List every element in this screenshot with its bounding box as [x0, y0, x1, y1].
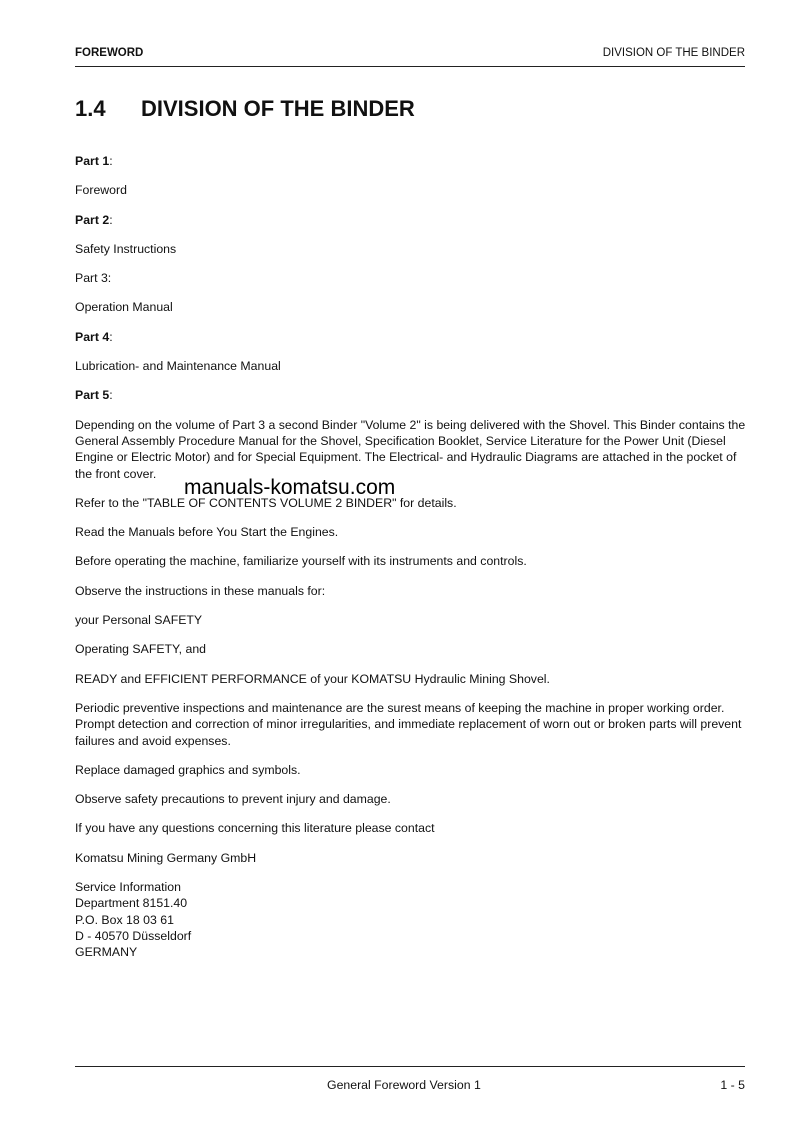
volume2-paragraph: Depending on the volume of Part 3 a second Binder "Volume 2" is being delivered with the Shovel. This Binder contains the General Assembly Procedure Manual for the Shovel, Specification Booklet, Service Literature for the Power Unit (Diesel Engine or Electric Motor) and for Special Equipment. The Electrical- and Hydraulic Diagrams are attached in the pocket of the front cover.: [75, 417, 746, 481]
address-line: D - 40570 Düsseldorf: [75, 928, 192, 943]
section-title-text: DIVISION OF THE BINDER: [141, 96, 415, 121]
footer-document-version: General Foreword Version 1: [327, 1078, 481, 1092]
performance-line: READY and EFFICIENT PERFORMANCE of your KOMATSU Hydraulic Mining Shovel.: [75, 671, 550, 686]
address-line: P.O. Box 18 03 61: [75, 912, 174, 927]
part-2-label: Part 2:: [75, 212, 113, 227]
part-3-content: Operation Manual: [75, 300, 173, 315]
part-3-label: Part 3:: [75, 271, 112, 286]
header-divider: [75, 66, 745, 67]
replace-paragraph: Replace damaged graphics and symbols.: [75, 762, 301, 777]
familiarize-paragraph: Before operating the machine, familiarize yourself with its instruments and controls.: [75, 554, 527, 569]
refer-paragraph: Refer to the "TABLE OF CONTENTS VOLUME 2 BINDER" for details.: [75, 495, 457, 510]
personal-safety-line: your Personal SAFETY: [75, 613, 203, 628]
questions-paragraph: If you have any questions concerning this literature please contact: [75, 821, 435, 836]
part-1-label: Part 1:: [75, 154, 113, 168]
part-4-content: Lubrication- and Maintenance Manual: [75, 359, 281, 374]
contact-address: [75, 879, 747, 960]
read-manuals-paragraph: Read the Manuals before You Start the Engines.: [75, 525, 339, 540]
part-5-label: Part 5:: [75, 388, 113, 403]
header-section-label: FOREWORD: [75, 47, 144, 59]
address-line: GERMANY: [75, 945, 138, 960]
periodic-paragraph: Periodic preventive inspections and maintenance are the surest means of keeping the machine in proper working order. Prompt detection and correction of minor irregularities, and immediate replacement of worn out or broken parts will prevent failures and avoid expenses.: [75, 700, 742, 748]
section-title: [75, 96, 415, 122]
part-4-label: Part 4:: [75, 329, 113, 344]
part-2-content: Safety Instructions: [75, 241, 177, 256]
observe-paragraph: Observe the instructions in these manuals for:: [75, 583, 326, 598]
footer-page-number: 1 - 5: [720, 1078, 745, 1092]
section-number: 1.4: [75, 96, 106, 121]
page-header: [75, 47, 745, 63]
footer-divider: [75, 1066, 745, 1067]
address-line: Service Information: [75, 880, 181, 895]
watermark-text: manuals-komatsu.com: [184, 476, 396, 499]
document-body: [75, 153, 747, 961]
header-topic-label: DIVISION OF THE BINDER: [602, 47, 745, 59]
company-name: Komatsu Mining Germany GmbH: [75, 850, 257, 865]
operating-safety-line: Operating SAFETY, and: [75, 642, 207, 657]
part-1-content: Foreword: [75, 183, 127, 198]
address-line: Department 8151.40: [75, 896, 188, 911]
precautions-paragraph: Observe safety precautions to prevent injury and damage.: [75, 792, 391, 807]
